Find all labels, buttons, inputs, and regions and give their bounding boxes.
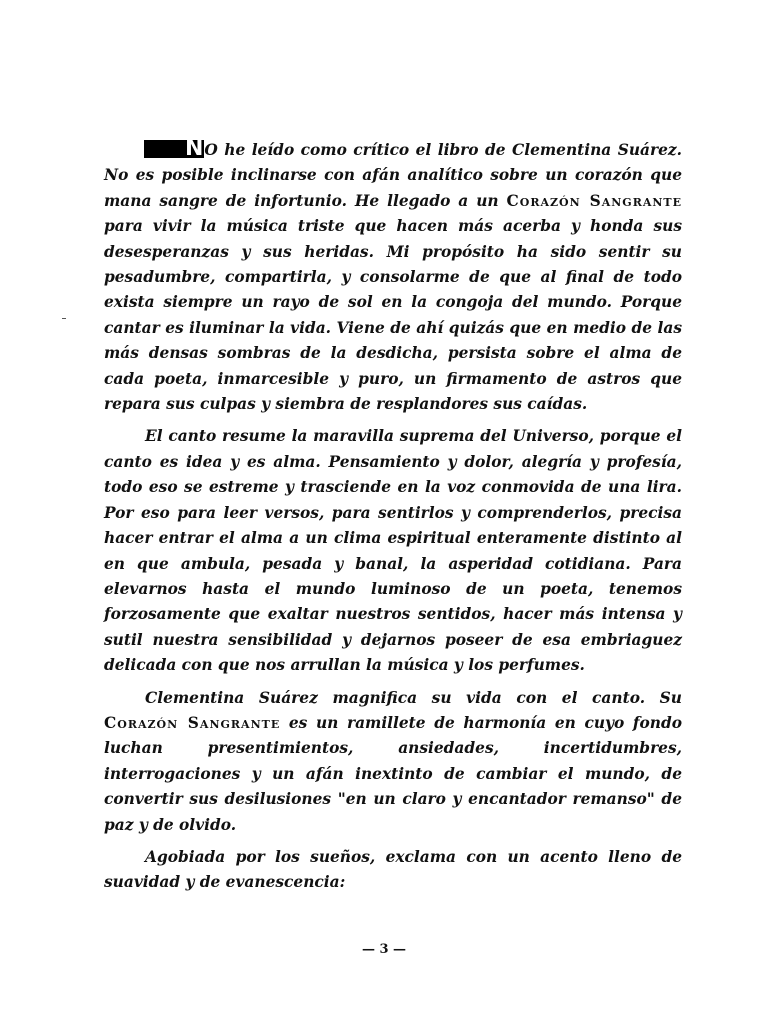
paragraph-3-text: Clementina Suárez magnifica su vida con el canto. Su bbox=[145, 688, 682, 707]
drop-cap-initial: N bbox=[144, 140, 204, 158]
paragraph-2-text: El canto resume la maravilla suprema del Universo, porque el canto es idea y es alma. Pensamiento y dolor, alegría y profesía, todo eso se estreme y trasciende en la voz conmovida de una lira. Por eso para leer versos, para sentirlos y comprenderlos, precisa hacer entrar el alma a un clima espiritual enteramente distinto al en que ambula, pesada y banal, la asperidad cotidiana. Para elevarnos hasta el mundo luminoso de un poeta, tenemos forzosamente que exaltar nuestros sentidos, hacer más intensa y sutil nuestra sensibilidad y dejarnos poseer de esa embriaguez delicada con que nos arrullan la música y los perfumes. bbox=[104, 427, 682, 675]
book-title-small-caps: Corazón Sangrante bbox=[104, 713, 281, 732]
book-title-small-caps: Corazón Sangrante bbox=[506, 191, 682, 210]
paragraph-4-text: Agobiada por los sueños, exclama con un acento lleno de suavidad y de evanescencia: bbox=[104, 847, 682, 892]
paragraph-1-text-after: para vivir la música triste que hacen más acerba y honda sus desesperanzas y sus heridas. Mi propósito ha sido sentir su pesadumbre, compartirla, y consolarme de que al final de todo exista siempre un rayo de sol en la congoja del mundo. Porque cantar es iluminar la vida. Viene de ahí quizás que en medio de las más densas sombras de la desdicha, persista sobre el alma de cada poeta, inmarcesible y puro, un firmamento de astros que repara sus culpas y siembra de resplandores sus caídas. bbox=[104, 217, 682, 414]
print-speck bbox=[62, 318, 66, 319]
body-text bbox=[104, 138, 682, 896]
paragraph-3-text-after: es un ramillete de harmonía en cuyo fondo luchan presentimientos, ansiedades, incertidumbres, interrogaciones y un afán inextinto de cambiar el mundo, de convertir sus desilusiones "en un claro y encantador remanso" de paz y de olvido. bbox=[104, 713, 682, 834]
paragraph-3 bbox=[104, 686, 682, 838]
paragraph-2 bbox=[104, 424, 682, 678]
page-number: — 3 — bbox=[361, 942, 407, 957]
paragraph-1 bbox=[104, 138, 682, 417]
paragraph-1-text: O he leído como crítico el libro de Clementina Suárez. No es posible inclinarse con afán analítico sobre un corazón que mana sangre de infortunio. He llegado a un bbox=[104, 141, 682, 210]
paragraph-4 bbox=[104, 845, 682, 896]
